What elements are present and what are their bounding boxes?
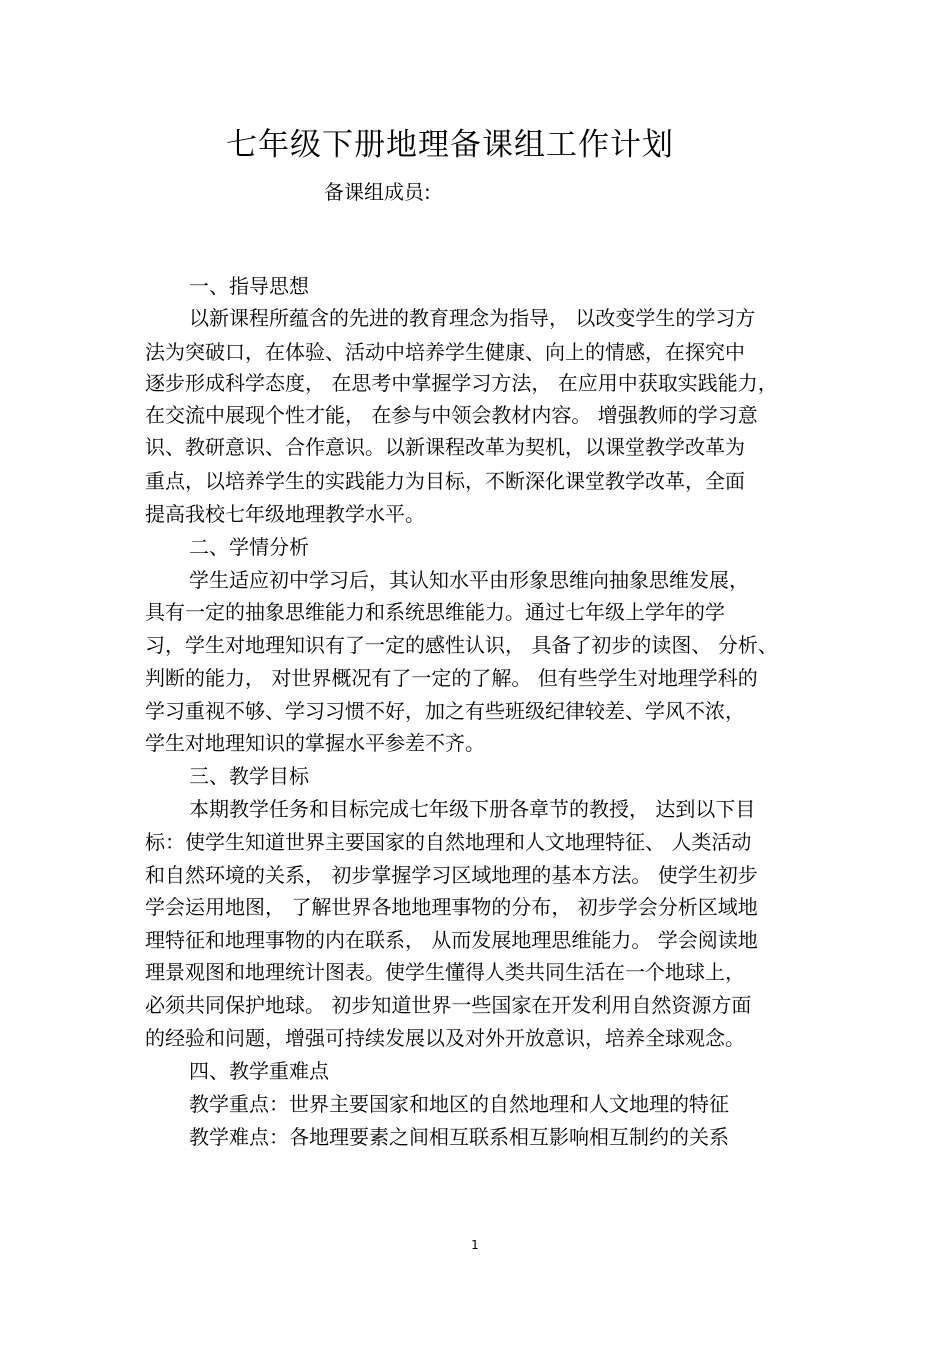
paragraph-line: 的经验和问题，增强可持续发展以及对外开放意识，培养全球观念。 (145, 1026, 745, 1050)
paragraph-line: 学生对地理知识的掌握水平参差不齐。 (145, 731, 485, 755)
paragraph-line: 必须共同保护地球。 初步知道世界一些国家在开发利用自然资源方面 (145, 993, 752, 1017)
paragraph-line: 理景观图和地理统计图表。使学生懂得人类共同生活在一个地球上， (145, 960, 745, 984)
difficult-point-line: 教学难点：各地理要素之间相互联系相互影响相互制约的关系 (189, 1125, 729, 1149)
paragraph-line: 学习重视不够、学习习惯不好，加之有些班级纪律较差、学风不浓， (145, 699, 745, 723)
paragraph-line: 学会运用地图， 了解世界各地地理事物的分布， 初步学会分析区域地 (145, 895, 758, 919)
paragraph-line: 标：使学生知道世界主要国家的自然地理和人文地理特征、 人类活动 (145, 830, 752, 854)
section-heading-student-analysis: 二、学情分析 (189, 535, 309, 559)
section-heading-teaching-goals: 三、教学目标 (189, 764, 309, 788)
document-title: 七年级下册地理备课组工作计划 (226, 127, 674, 163)
paragraph-line: 识、教研意识、合作意识。以新课程改革为契机，以课堂教学改革为 (145, 435, 745, 459)
paragraph-line: 重点，以培养学生的实践能力为目标，不断深化课堂教学改革，全面 (145, 469, 745, 493)
paragraph-line: 学生适应初中学习后，其认知水平由形象思维向抽象思维发展， (189, 568, 749, 592)
members-label: 备课组成员: (324, 180, 431, 204)
paragraph-line: 以新课程所蕴含的先进的教育理念为指导， 以改变学生的学习方 (189, 306, 756, 330)
paragraph-line: 判断的能力， 对世界概况有了一定的了解。 但有些学生对地理学科的 (145, 666, 758, 690)
paragraph-line: 具有一定的抽象思维能力和系统思维能力。通过七年级上学年的学 (145, 600, 725, 624)
paragraph-line: 本期教学任务和目标完成七年级下册各章节的教授， 达到以下目 (189, 797, 756, 821)
paragraph-line: 逐步形成科学态度， 在思考中掌握学习方法， 在应用中获取实践能力， (145, 371, 778, 395)
paragraph-line: 习，学生对地理知识有了一定的感性认识， 具备了初步的读图、 分析、 (145, 633, 778, 657)
paragraph-line: 提高我校七年级地理教学水平。 (145, 502, 425, 526)
paragraph-line: 法为突破口，在体验、活动中培养学生健康、向上的情感，在探究中 (145, 340, 745, 364)
key-point-line: 教学重点：世界主要国家和地区的自然地理和人文地理的特征 (189, 1092, 729, 1116)
page-number: 1 (471, 1238, 479, 1252)
paragraph-line: 理特征和地理事物的内在联系， 从而发展地理思维能力。 学会阅读地 (145, 928, 758, 952)
paragraph-line: 在交流中展现个性才能， 在参与中领会教材内容。 增强教师的学习意 (145, 403, 758, 427)
section-heading-guiding-ideology: 一、指导思想 (189, 274, 309, 298)
section-heading-key-difficulties: 四、教学重难点 (189, 1059, 329, 1083)
paragraph-line: 和自然环境的关系， 初步掌握学习区域地理的基本方法。 使学生初步 (145, 863, 758, 887)
